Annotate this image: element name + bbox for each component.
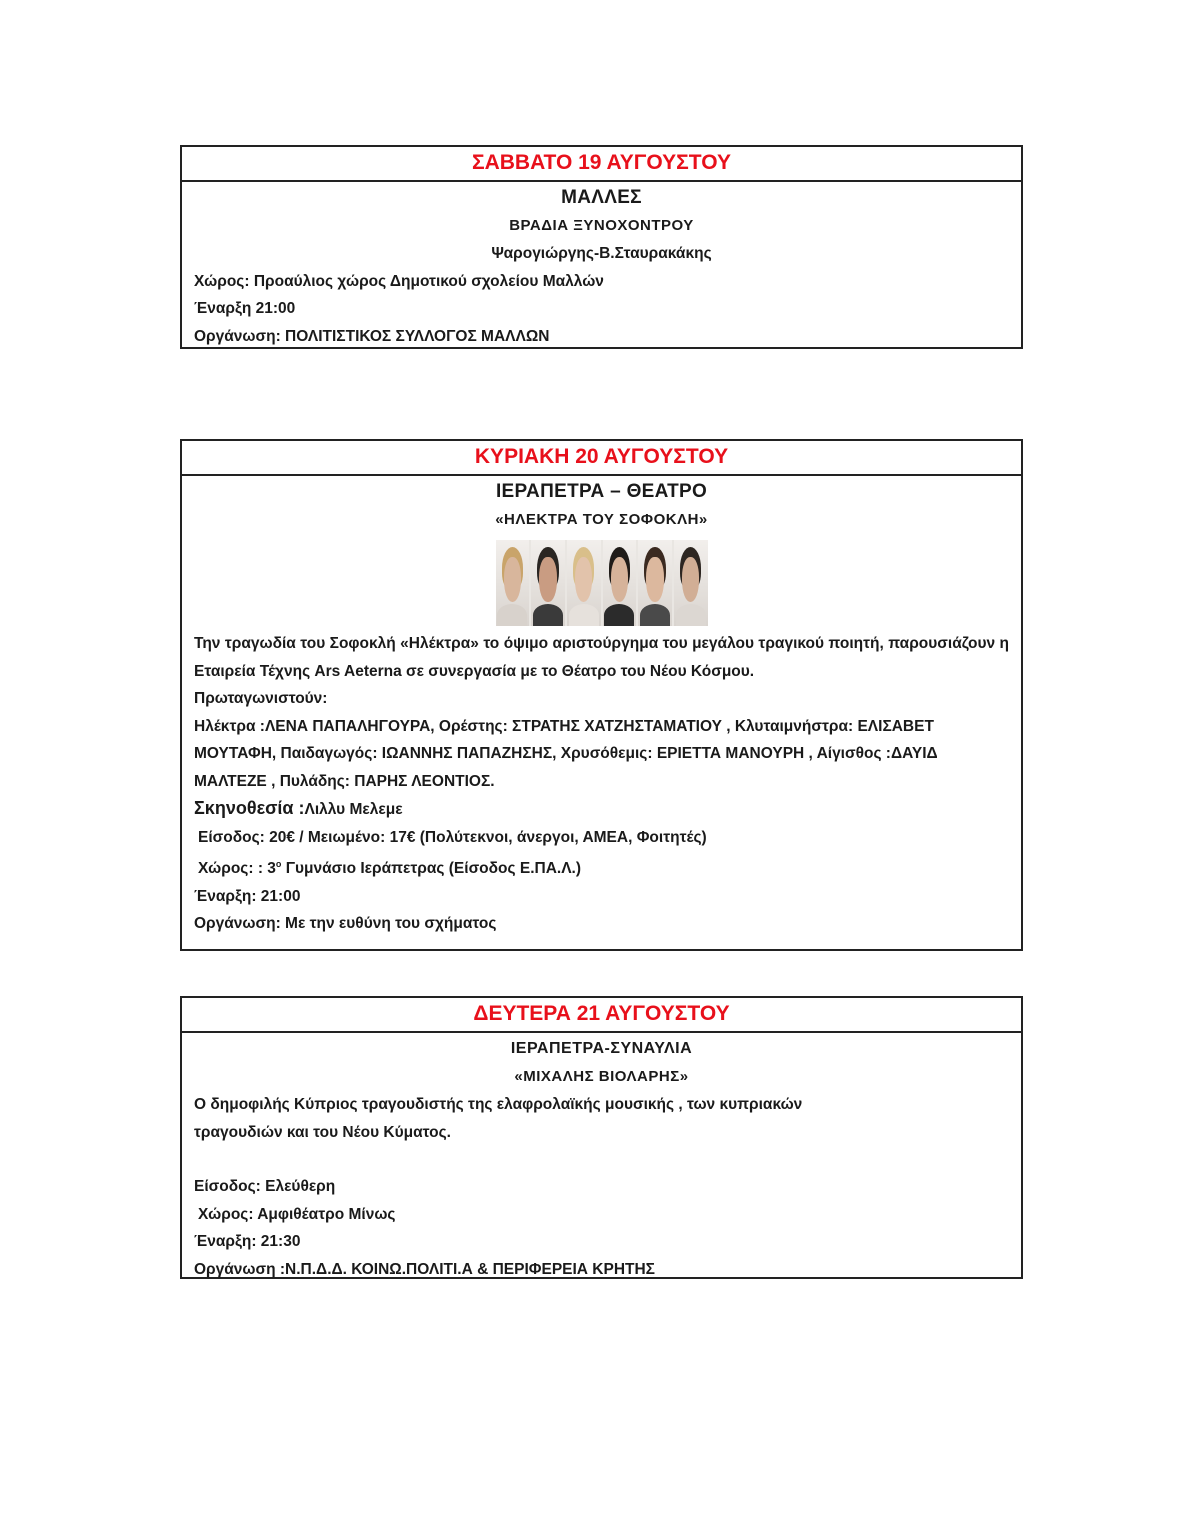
event-card-monday	[180, 996, 1023, 1279]
cast-portrait	[496, 540, 530, 626]
event-place: ΙΕΡΑΠΕΤΡΑ-ΣΥΝΑΥΛΙΑ	[510, 1040, 693, 1057]
event-title: «ΜΙΧΑΛΗΣ ΒΙΟΛΑΡΗΣ»	[514, 1068, 689, 1085]
cast-portrait	[531, 540, 565, 626]
event-card-sunday	[180, 439, 1023, 951]
venue-ordinal: ο	[275, 859, 282, 869]
venue-rest: Γυμνάσιο Ιεράπετρας (Είσοδος Ε.ΠΑ.Λ.)	[281, 860, 582, 878]
event-performers: Ψαρογιώργης-Β.Σταυρακάκης	[491, 245, 712, 262]
cast-photo-strip	[496, 540, 708, 626]
event-start-time: Έναρξη: 21:00	[194, 887, 301, 905]
event-title: «ΗΛΕΚΤΡΑ ΤΟΥ ΣΟΦΟΚΛΗ»	[495, 511, 708, 528]
cast-portrait	[603, 540, 637, 626]
event-entry: Είσοδος: Ελεύθερη	[194, 1178, 336, 1195]
event-organizer: Οργάνωση: Με την ευθύνη του σχήματος	[194, 915, 497, 933]
cast-heading: Πρωταγωνιστούν:	[194, 690, 328, 707]
event-venue: Χώρος: Προαύλιος χώρος Δημοτικού σχολείου Μαλλών	[194, 272, 604, 290]
event-place: ΜΑΛΛΕΣ	[561, 187, 642, 208]
event-description-line: Ο δημοφιλής Κύπριος τραγουδιστής της ελαφρολαϊκής μουσικής , των κυπριακών	[194, 1096, 803, 1113]
event-organizer: Οργάνωση: ΠΟΛΙΤΙΣΤΙΚΟΣ ΣΥΛΛΟΓΟΣ ΜΑΛΛΩΝ	[194, 327, 550, 345]
event-day-header: ΔΕΥΤΕΡΑ 21 ΑΥΓΟΥΣΤΟΥ	[182, 998, 1021, 1033]
event-entry: Είσοδος: 20€ / Μειωμένο: 17€ (Πολύτεκνοι, άνεργοι, ΑΜΕΑ, Φοιτητές)	[198, 828, 707, 846]
director-name: Λιλλυ Μελεμε	[304, 801, 403, 818]
event-organizer: Οργάνωση :Ν.Π.Δ.Δ. ΚΟΙΝΩ.ΠΟΛΙΤΙ.Α & ΠΕΡΙΦΕΡΕΙΑ ΚΡΗΤΗΣ	[194, 1260, 655, 1278]
cast-portrait	[638, 540, 672, 626]
event-venue: Χώρος: Αμφιθέατρο Μίνως	[198, 1205, 396, 1223]
venue-prefix: Χώρος: : 3	[198, 860, 276, 878]
cast-portrait	[674, 540, 708, 626]
event-description: Την τραγωδία του Σοφοκλή «Ηλέκτρα» το όψιμο αριστούργημα του μεγάλου τραγικού ποιητή, παρουσιάζουν η Εταιρεία Τέχνης Ars Aeterna σε συνεργασία με το Θέατρο του Νέου Κόσμου.	[194, 635, 1009, 680]
cast-portrait	[567, 540, 601, 626]
director-label: Σκηνοθεσία :	[194, 798, 305, 818]
event-day-header: ΣΑΒΒΑΤΟ 19 ΑΥΓΟΥΣΤΟΥ	[182, 147, 1021, 182]
event-venue	[194, 851, 1009, 883]
event-place: ΙΕΡΑΠΕΤΡΑ – ΘΕΑΤΡΟ	[495, 481, 708, 502]
event-title: ΒΡΑΔΙΑ ΞΥΝΟΧΟΝΤΡΟΥ	[509, 217, 694, 234]
event-start-time: Έναρξη 21:00	[194, 300, 296, 317]
event-card-saturday	[180, 145, 1023, 349]
event-start-time: Έναρξη: 21:30	[194, 1233, 301, 1250]
event-director	[194, 795, 1009, 824]
event-day-header: ΚΥΡΙΑΚΗ 20 ΑΥΓΟΥΣΤΟΥ	[182, 441, 1021, 476]
event-description-line: τραγουδιών και του Νέου Κύματος.	[194, 1123, 451, 1141]
cast-list: Ηλέκτρα :ΛΕΝΑ ΠΑΠΑΛΗΓΟΥΡΑ, Ορέστης: ΣΤΡΑΤΗΣ ΧΑΤΖΗΣΤΑΜΑΤΙΟΥ , Κλυταιμνήστρα: ΕΛΙΣΑΒΕΤ ΜΟΥΤΑΦΗ, Παιδαγωγός: ΙΩΑΝΝΗΣ ΠΑΠΑΖΗΣΗΣ, Χρυσόθεμις: ΕΡΙΕΤΤΑ ΜΑΝΟΥΡΗ , Αίγισθος :ΔΑΥΙΔ ΜΑΛΤΕΖΕ , Πυλάδης: ΠΑΡΗΣ ΛΕΟΝΤΙΟΣ.	[194, 717, 938, 790]
